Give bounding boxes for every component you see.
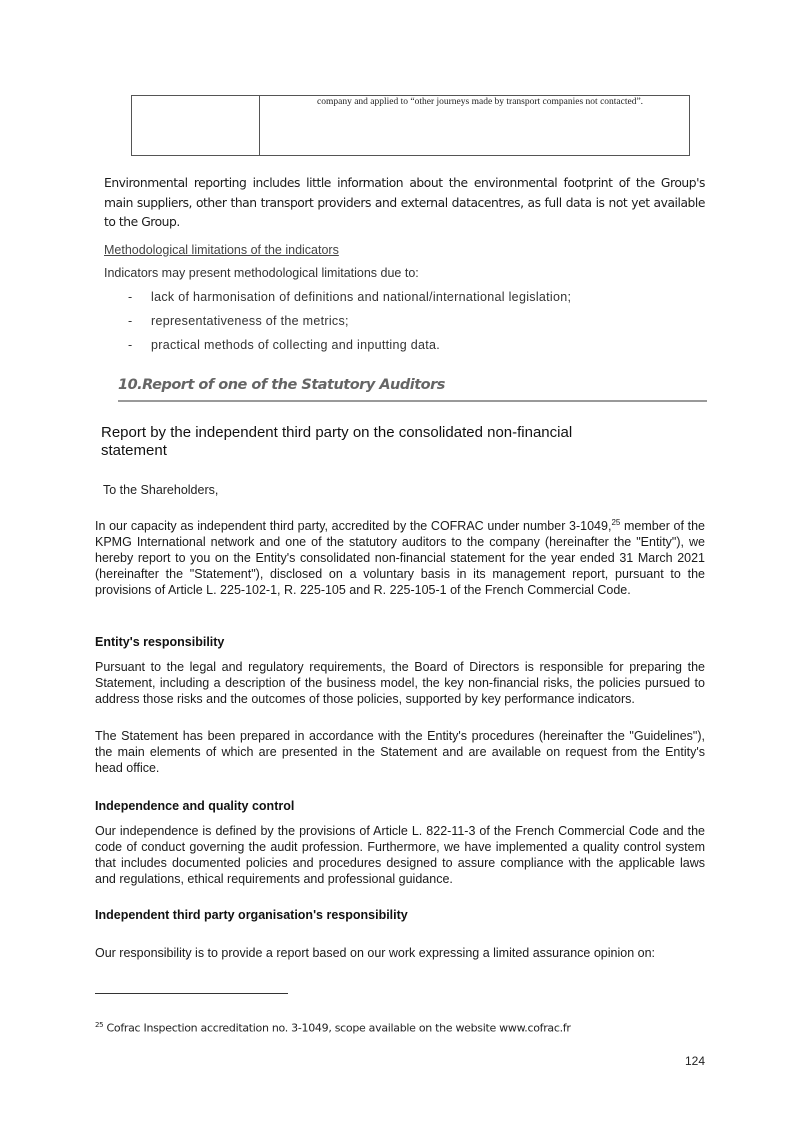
bullet-text: practical methods of collecting and inputting data. [151,338,441,352]
list-item [128,338,440,352]
footnote-text: Cofrac Inspection accreditation no. 3-1049, scope available on the website www.cofrac.fr [103,1021,571,1035]
intro-text-part2: member of the KPMG International network and one of the statutory auditors to the company (hereinafter the "Entity"), we hereby report to you on the Entity's consolidated non-financial statement for the year ended 31 March 2021 (hereinafter the "Statement"), disclosed on a voluntary basis in its management report, pursuant to the provisions of Article L. 225-102-1, R. 225-105 and R. 225-105-1 of the French Commercial Code. [95,519,705,597]
table-column-divider [259,96,260,155]
third-party-responsibility-paragraph: Our responsibility is to provide a report based on our work expressing a limited assurance opinion on: [95,946,656,960]
bullet-dash: - [128,338,133,352]
footnote-reference: 25 [611,517,621,527]
bullet-dash: - [128,314,133,328]
page-number: 124 [685,1054,706,1068]
footnote-number: 25 [95,1021,104,1029]
intro-paragraph [95,518,705,598]
bullet-dash: - [128,290,133,304]
footnote-divider [95,993,288,994]
methodology-table-fragment [131,95,690,156]
list-item [128,314,349,328]
report-title: Report by the independent third party on the consolidated non-financial statement [101,424,573,459]
methodological-limitations-title: Methodological limitations of the indicators [104,243,339,257]
footnote [95,1021,571,1035]
section-title: 10.Report of one of the Statutory Auditors [118,377,445,393]
bullet-text: representativeness of the metrics; [151,314,349,328]
methodological-limitations-intro: Indicators may present methodological limitations due to: [104,266,419,280]
greeting: To the Shareholders, [103,483,219,497]
entity-responsibility-heading: Entity's responsibility [95,635,225,649]
independence-heading: Independence and quality control [95,799,295,813]
third-party-responsibility-heading: Independent third party organisation's responsibility [95,908,408,922]
entity-responsibility-paragraph-2: The Statement has been prepared in accordance with the Entity's procedures (hereinafter the "Guidelines"), the main elements of which are presented in the Statement and are available on request from the Entity's head office. [95,729,705,775]
section-heading [118,376,707,402]
environmental-reporting-paragraph: Environmental reporting includes little information about the environmental footprint of the Group's main suppliers, other than transport providers and external datacentres, as full data is not yet available to the Group. [104,176,705,229]
entity-responsibility-paragraph-1: Pursuant to the legal and regulatory requirements, the Board of Directors is responsible for preparing the Statement, including a description of the business model, the key non-financial risks, the policies pursued to address those risks and the outcomes of those policies, supported by key performance indicators. [95,660,705,706]
table-cell-text: company and applied to “other journeys made by transport companies not contacted”. [317,97,644,107]
independence-paragraph: Our independence is defined by the provisions of Article L. 822-11-3 of the French Commercial Code and the code of conduct governing the audit profession. Furthermore, we have implemented a quality control system that includes documented policies and procedures designed to assure compliance with the applicable laws and regulations, ethical requirements and professional guidance. [95,824,705,886]
intro-text-part1: In our capacity as independent third party, accredited by the COFRAC under number 3-1049, [95,519,612,533]
list-item [128,290,571,304]
bullet-text: lack of harmonisation of definitions and national/international legislation; [151,290,572,304]
